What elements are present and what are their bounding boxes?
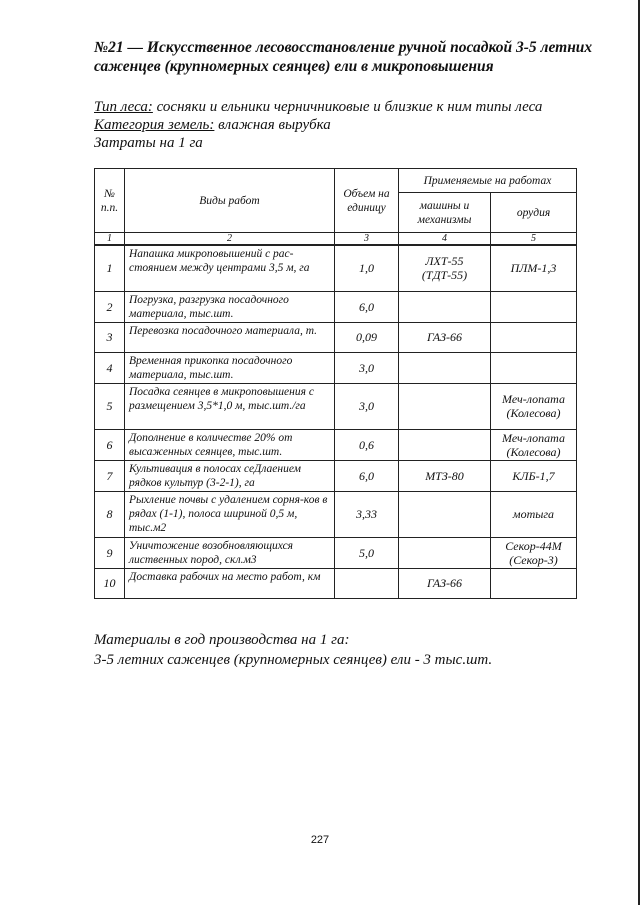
work-description: Погрузка, разгрузка посадочного материала, тыс.шт.: [125, 291, 335, 322]
row-number: 5: [95, 383, 125, 429]
volume-value: 0,6: [335, 429, 399, 460]
machine-value: МТЗ-80: [399, 460, 491, 491]
row-number: 3: [95, 322, 125, 352]
tool-value: [491, 291, 577, 322]
column-index: 5: [491, 233, 577, 246]
row-number: 4: [95, 352, 125, 383]
column-index: 1: [95, 233, 125, 246]
volume-value: [335, 568, 399, 598]
column-index-row: [95, 233, 577, 246]
page-number: 227: [310, 834, 330, 846]
table-row: [95, 568, 577, 598]
land-category-value: влажная вырубка: [214, 117, 331, 133]
materials-line: 3-5 летних саженцев (крупномерных сеянцев) ели - 3 тыс.шт.: [94, 652, 493, 668]
works-table: [94, 168, 577, 599]
tool-value: Меч-лопата (Колесова): [491, 383, 577, 429]
work-description: Доставка рабочих на место работ, км: [125, 568, 335, 598]
tool-value: [491, 568, 577, 598]
tool-value: КЛБ-1,7: [491, 460, 577, 491]
machine-value: ГАЗ-66: [399, 568, 491, 598]
land-category-label: Категория земель:: [94, 117, 215, 133]
volume-value: 0,09: [335, 322, 399, 352]
column-index: 3: [335, 233, 399, 246]
materials-block: [94, 630, 614, 670]
table-row: [95, 291, 577, 322]
machine-value: [399, 291, 491, 322]
work-description: Перевозка посадочного материала, т.: [125, 322, 335, 352]
forest-type-line: [94, 98, 614, 116]
row-number: 9: [95, 537, 125, 568]
work-description: Дополнение в количестве 20% от высаженных сеянцев, тыс.шт.: [125, 429, 335, 460]
document-title: №21 — Искусственное лесовосстановление ручной посадкой 3-5 летних саженцев (крупномерных сеянцев) ели в микроповышения: [94, 39, 593, 75]
work-description: Уничтожение возобновляющихся лиственных пород, скл.м3: [125, 537, 335, 568]
costs-line: Затраты на 1 га: [94, 135, 203, 151]
header-machines: машины и механизмы: [399, 193, 491, 233]
machine-value: [399, 352, 491, 383]
table-row: [95, 491, 577, 537]
tool-value: Секор-44М (Секор-3): [491, 537, 577, 568]
tool-value: Меч-лопата (Колесова): [491, 429, 577, 460]
tool-value: мотыга: [491, 491, 577, 537]
header-num: № п.п.: [95, 169, 125, 233]
row-number: 8: [95, 491, 125, 537]
tool-value: [491, 352, 577, 383]
machine-value: [399, 383, 491, 429]
materials-heading: Материалы в год производства на 1 га:: [94, 632, 350, 648]
column-index: 4: [399, 233, 491, 246]
volume-value: 1,0: [335, 245, 399, 291]
header-tools: орудия: [491, 193, 577, 233]
work-description: Напашка микроповышений с рас-стоянием между центрами 3,5 м, га: [125, 245, 335, 291]
volume-value: 3,33: [335, 491, 399, 537]
table-row: [95, 245, 577, 291]
machine-value: ЛХТ-55 (ТДТ-55): [399, 245, 491, 291]
volume-value: 6,0: [335, 291, 399, 322]
table-row: [95, 352, 577, 383]
table-row: [95, 383, 577, 429]
table-row: [95, 460, 577, 491]
header-volume: Объем на единицу: [335, 169, 399, 233]
table-row: [95, 322, 577, 352]
work-description: Посадка сеянцев в микроповышения с размещением 3,5*1,0 м, тыс.шт./га: [125, 383, 335, 429]
column-index: 2: [125, 233, 335, 246]
tool-value: [491, 322, 577, 352]
row-number: 2: [95, 291, 125, 322]
machine-value: [399, 429, 491, 460]
table-row: [95, 537, 577, 568]
machine-value: ГАЗ-66: [399, 322, 491, 352]
volume-value: 3,0: [335, 352, 399, 383]
header-applied: Применяемые на работах: [399, 169, 577, 193]
row-number: 1: [95, 245, 125, 291]
land-category-line: [94, 116, 614, 134]
machine-value: [399, 537, 491, 568]
work-description: Временная прикопка посадочного материала, тыс.шт.: [125, 352, 335, 383]
row-number: 6: [95, 429, 125, 460]
work-description: Культивация в полосах сеДлаением рядков культур (3-2-1), га: [125, 460, 335, 491]
table-row: [95, 429, 577, 460]
tool-value: ПЛМ-1,3: [491, 245, 577, 291]
work-description: Рыхление почвы с удалением сорня-ков в рядах (1-1), полоса шириной 0,5 м, тыс.м2: [125, 491, 335, 537]
volume-value: 5,0: [335, 537, 399, 568]
machine-value: [399, 491, 491, 537]
header-row-top: [95, 169, 577, 193]
forest-type-value: сосняки и ельники черничниковые и близкие к ним типы леса: [152, 99, 543, 115]
header-work: Виды работ: [125, 169, 335, 233]
volume-value: 6,0: [335, 460, 399, 491]
row-number: 7: [95, 460, 125, 491]
row-number: 10: [95, 568, 125, 598]
volume-value: 3,0: [335, 383, 399, 429]
forest-type-label: Тип леса:: [94, 99, 153, 115]
